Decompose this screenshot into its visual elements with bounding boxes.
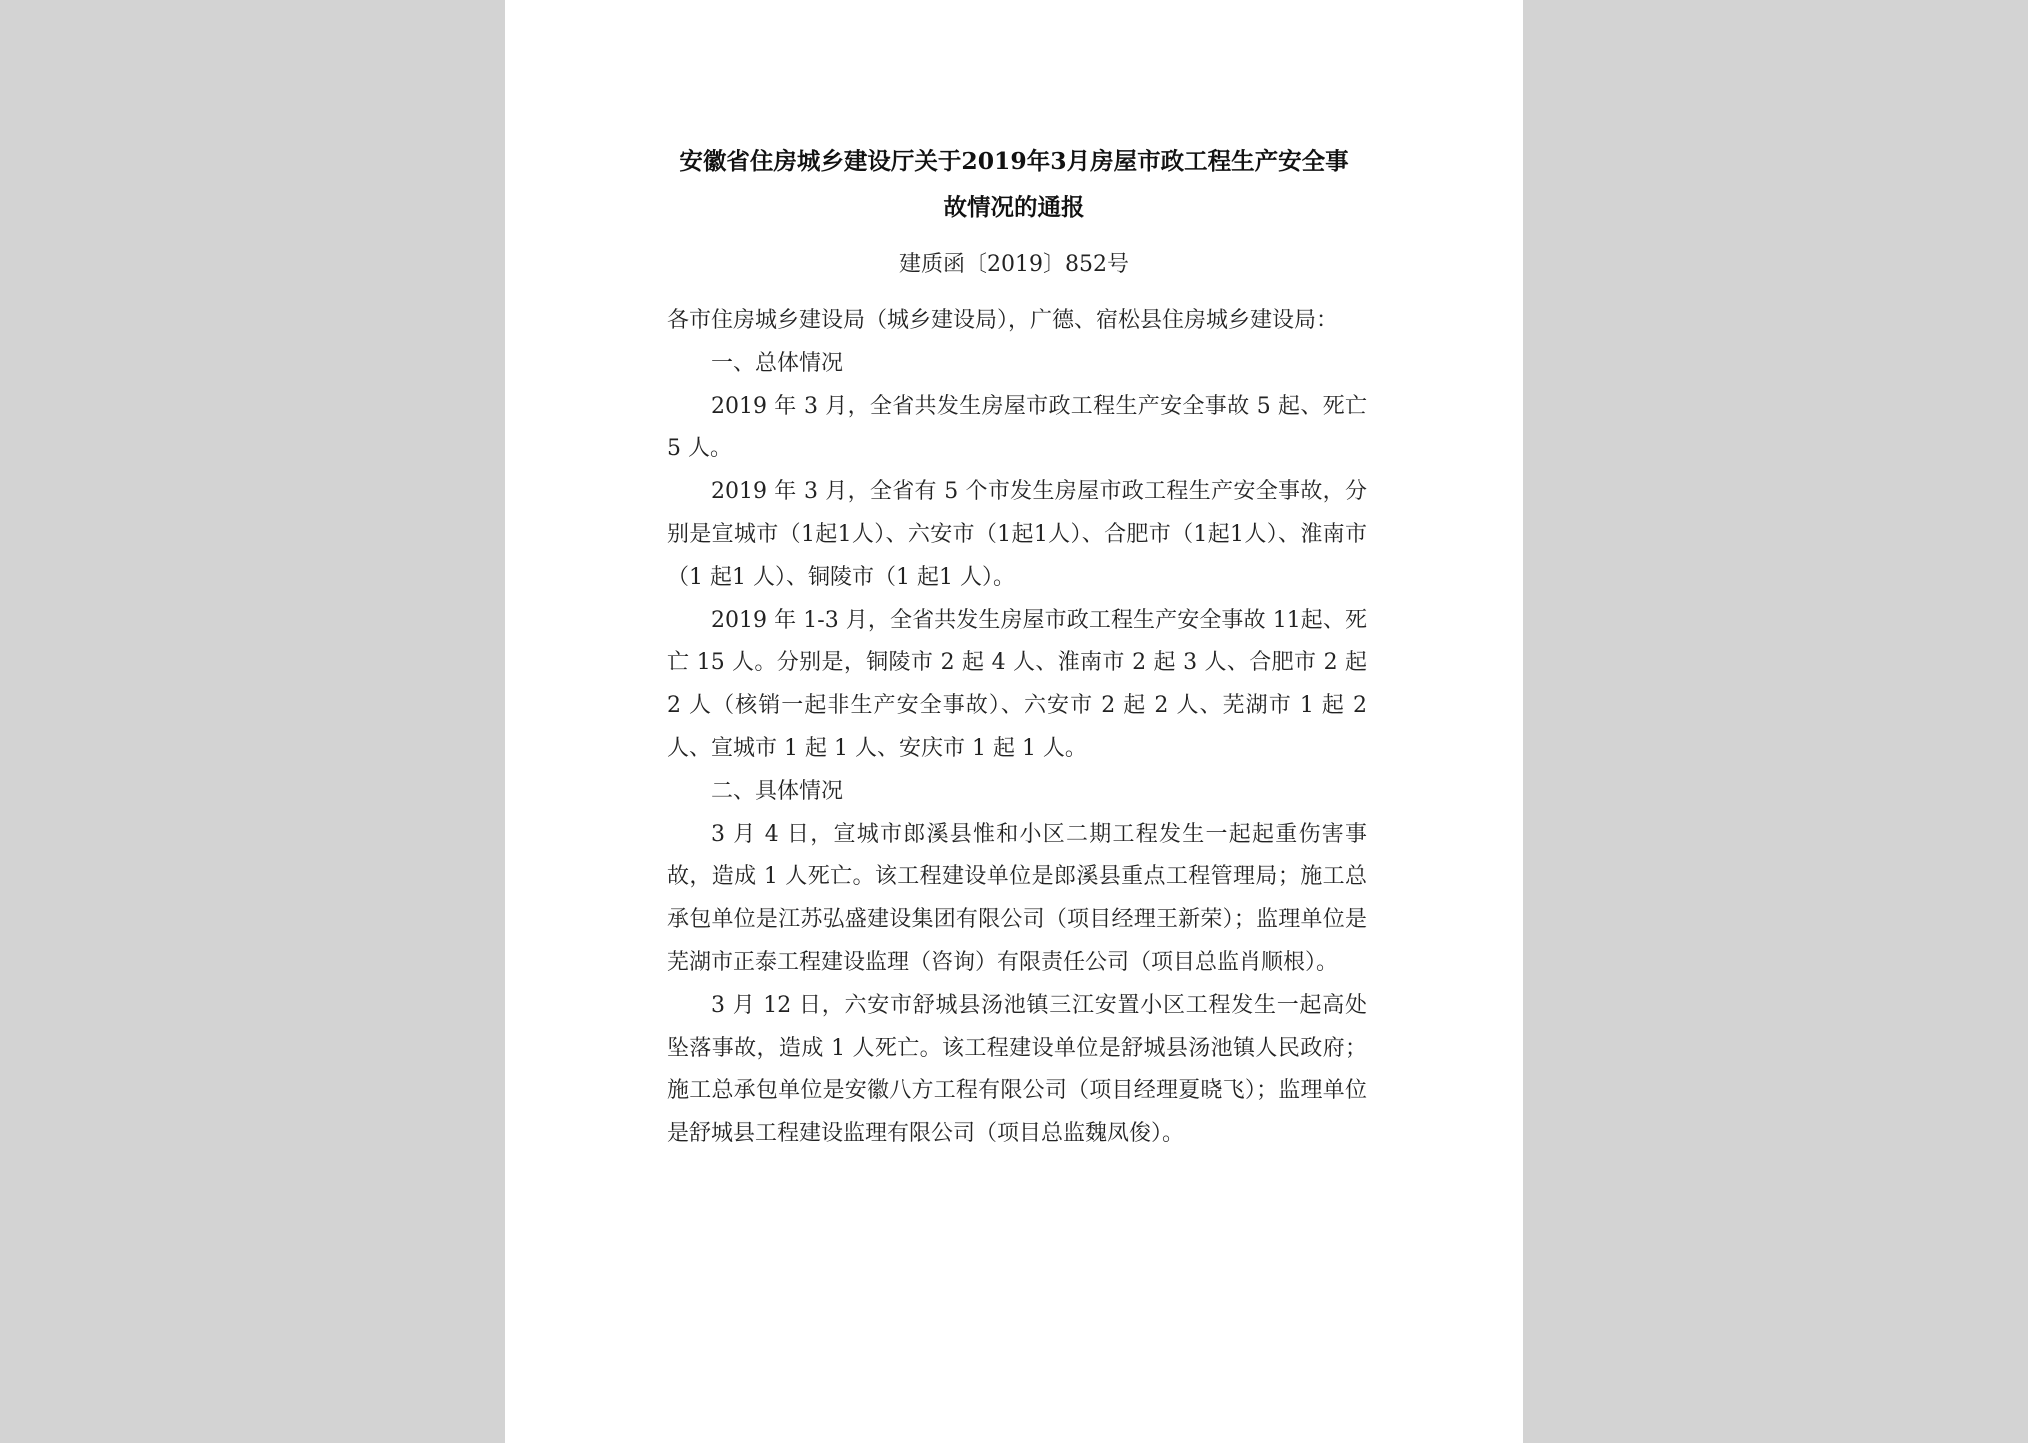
section-heading-details: 二、具体情况 (711, 778, 844, 804)
paragraph: 3 月 12 日，六安市舒城县汤池镇三江安置小区工程发生一起高处坠落事故，造成 1 人死亡。该工程建设单位是舒城县汤池镇人民政府；施工总承包单位是安徽八方工程有限公司（项目经理夏晓飞）；监理单位是舒城县工程建设监理有限公司（项目总监魏凤俊）。 (667, 992, 1367, 1147)
document-body (667, 300, 1367, 1156)
section-heading-overall: 一、总体情况 (711, 350, 844, 376)
document-title-line-2: 故情况的通报 (943, 193, 1085, 221)
document-title-line-1: 安徽省住房城乡建设厅关于2019年3月房屋市政工程生产安全事 (679, 147, 1349, 175)
paragraph: 2019 年 3 月，全省有 5 个市发生房屋市政工程生产安全事故，分别是宣城市（1起1人）、六安市（1起1人）、合肥市（1起1人）、淮南市（1 起1 人）、铜陵市（1 起1 人）。 (667, 479, 1367, 590)
document-page (505, 0, 1523, 1443)
paragraph: 2019 年 3 月，全省共发生房屋市政工程生产安全事故 5 起、死亡 5 人。 (667, 393, 1367, 462)
salutation: 各市住房城乡建设局（城乡建设局），广德、宿松县住房城乡建设局： (667, 308, 1339, 333)
document-number: 建质函〔2019〕852号 (899, 252, 1129, 277)
paragraph: 3 月 4 日，宣城市郎溪县惟和小区二期工程发生一起起重伤害事故，造成 1 人死亡。该工程建设单位是郎溪县重点工程管理局；施工总承包单位是江苏弘盛建设集团有限公司（项目经理王新荣）；监理单位是芜湖市正泰工程建设监理（咨询）有限责任公司（项目总监肖顺根）。 (667, 821, 1367, 975)
paragraph: 2019 年 1-3 月，全省共发生房屋市政工程生产安全事故 11起、死亡 15 人。分别是，铜陵市 2 起 4 人、淮南市 2 起 3 人、合肥市 2 起 2 人（核销一起非生产安全事故）、六安市 2 起 2 人、芜湖市 1 起 2 人、宣城市 1 起 1 人、安庆市 1 起 1 人。 (667, 607, 1367, 761)
